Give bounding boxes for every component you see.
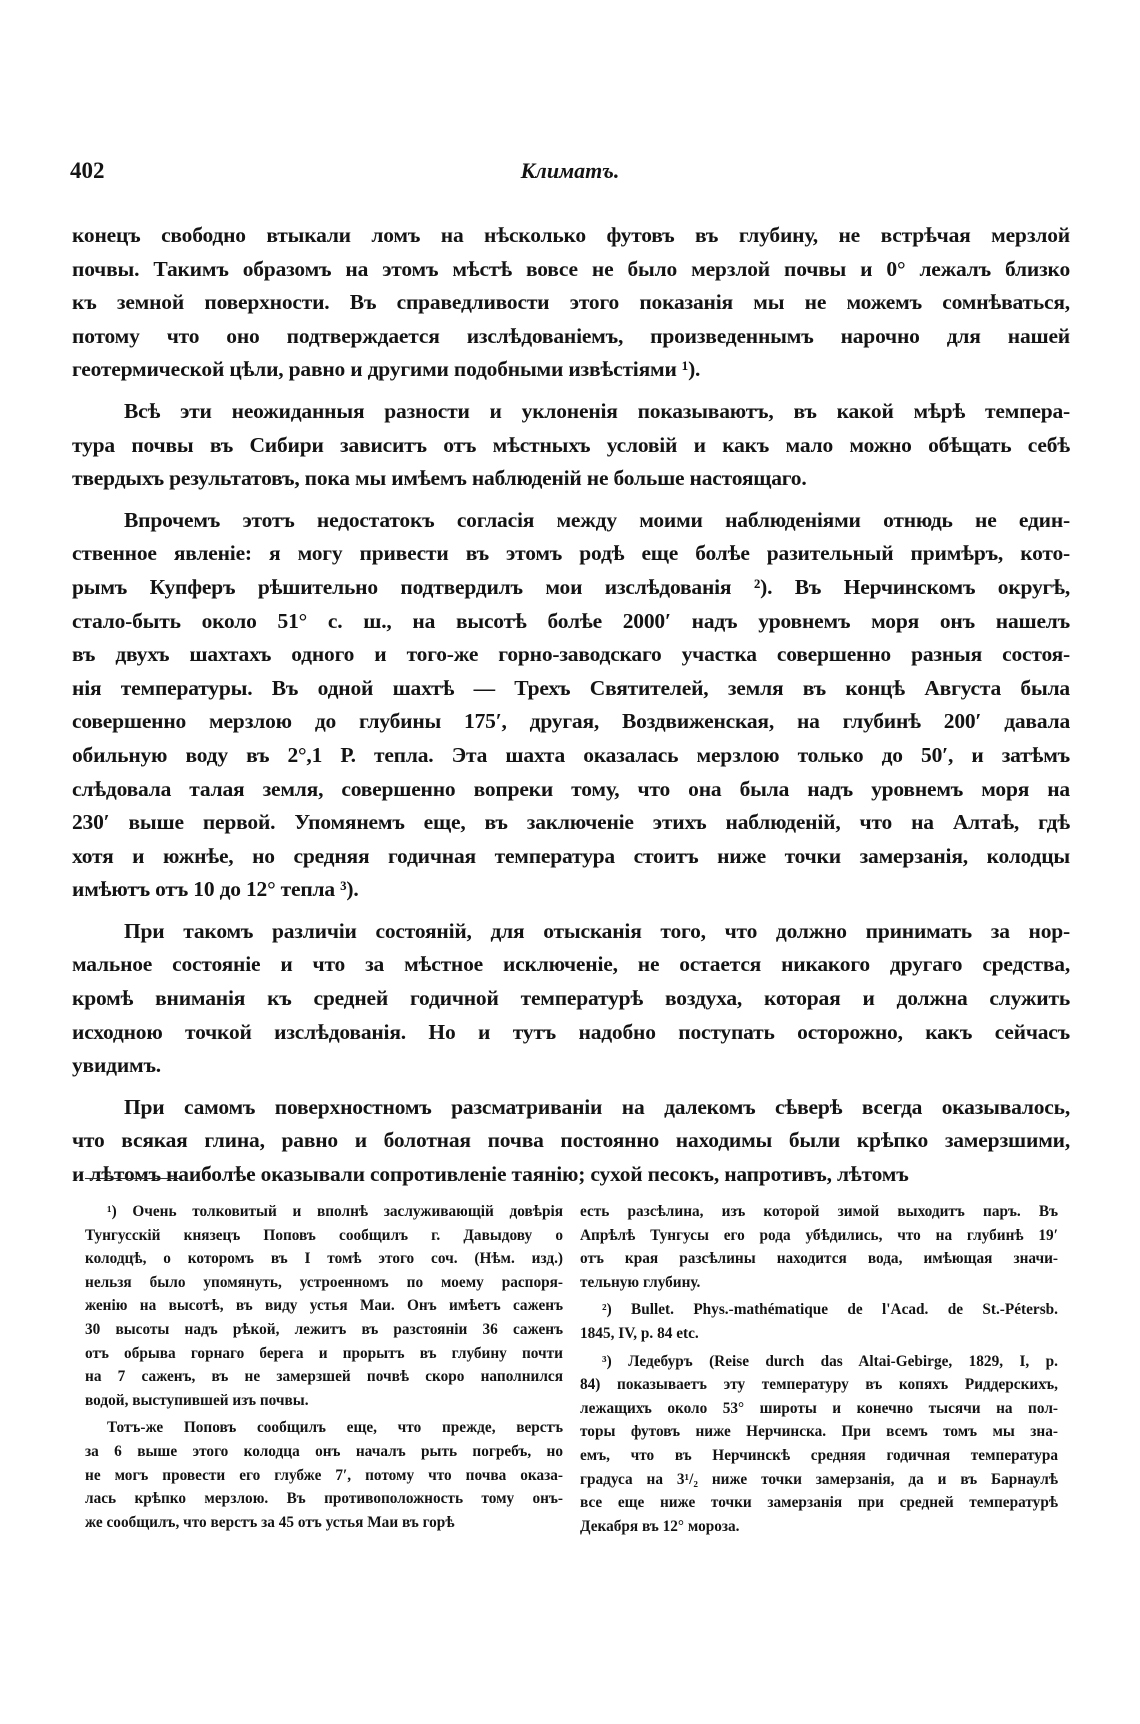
text-line: твердыхъ результатовъ, пока мы имѣемъ наблюденій не больше настоящаго.: [72, 466, 807, 491]
text-line: ственное явленіе: я могу привести въ этомъ родѣ еще болѣе разительный примѣръ, кото-: [72, 541, 1070, 566]
text-line: почвы. Такимъ образомъ на этомъ мѣстѣ вовсе не было мерзлой почвы и 0° лежалъ близко: [72, 256, 1070, 281]
text-line: увидимъ.: [72, 1053, 161, 1078]
text-line: Тунгусскій князецъ Поповъ сообщилъ г. Давыдову о: [85, 1226, 563, 1244]
text-line: же сообщилъ, что верстъ за 45 отъ устья Маи въ горѣ: [85, 1513, 455, 1531]
main-text: [72, 218, 1070, 1192]
footnote-separator: [85, 1178, 180, 1179]
text-line: все еще ниже точки замерзанія при средней температурѣ: [580, 1494, 1058, 1512]
text-line: совершенно мерзлою до глубины 175′, другая, Воздвиженская, на глубинѣ 200′ давала: [72, 709, 1070, 734]
text-line: есть разсѣлина, изъ которой зимой выходитъ паръ. Въ: [580, 1203, 1058, 1220]
text-line: нія температуры. Въ одной шахтѣ — Трехъ Святителей, земля въ концѣ Августа была: [72, 675, 1070, 700]
text-line: имѣютъ отъ 10 до 12° тепла ³).: [72, 877, 359, 902]
text-line: рымъ Купферъ рѣшительно подтвердилъ мои изслѣдованія ²). Въ Нерчинскомъ округѣ,: [72, 574, 1070, 599]
text-line: 1845, IV, p. 84 etc.: [580, 1324, 699, 1342]
text-line: лась крѣпко мерзлою. Въ противоположность тому онъ-: [85, 1490, 563, 1508]
text-line: При такомъ различіи состояній, для отысканія того, что должно принимать за нор-: [124, 918, 1070, 943]
text-line: за 6 выше этого колодца онъ началъ рыть погребъ, но: [85, 1442, 563, 1460]
text-line: Декабря въ 12° мороза.: [580, 1517, 740, 1535]
text-line: слѣдовала талая земля, совершенно вопреки тому, что она была надъ уровнемъ моря на: [72, 776, 1070, 801]
text-line: водой, выступившей изъ почвы.: [85, 1391, 309, 1409]
text-line: торы футовъ ниже Нерчинска. При всемъ томъ мы зна-: [580, 1423, 1058, 1441]
running-title: Климатъ.: [520, 158, 620, 183]
text-line: геотермической цѣли, равно и другими подобными извѣстіями ¹).: [72, 357, 701, 382]
paragraph: [72, 395, 1070, 496]
text-line: тельную глубину.: [580, 1273, 701, 1291]
footnotes-left-column: [85, 1200, 563, 1534]
paragraph: [72, 219, 1070, 387]
paragraph: [72, 915, 1070, 1083]
text-line: нельзя было упомянуть, устроенномъ по моему распоря-: [85, 1273, 563, 1291]
text-line: 84) показываетъ эту температуру въ копяхъ Риддерскихъ,: [580, 1376, 1058, 1394]
text-line: и лѣтомъ наиболѣе оказывали сопротивленіе таянію; сухой песокъ, напротивъ, лѣтомъ: [72, 1162, 909, 1187]
text-line: колодцѣ, о которомъ въ I томѣ этого соч. (Нѣм. изд.): [85, 1250, 563, 1268]
text-line: въ двухъ шахтахъ одного и того-же горно-заводскаго участка совершенно разныя состоя-: [72, 642, 1070, 667]
text-line: на 7 саженъ, въ не замерзшей почвѣ скоро наполнился: [85, 1368, 563, 1386]
paragraph: [580, 1350, 1058, 1539]
text-line: Тотъ-же Поповъ сообщилъ еще, что прежде, верстъ: [107, 1419, 563, 1437]
text-line: не могъ провести его глубже 7′, потому что почва оказа-: [85, 1466, 563, 1484]
paragraph: [580, 1298, 1058, 1345]
text-line: мальное состояніе и что за мѣстное исключеніе, не остается никакого другаго средства,: [72, 952, 1070, 977]
paragraph: [72, 504, 1070, 907]
text-line: обильную воду въ 2°,1 Р. тепла. Эта шахта оказалась мерзлою только до 50′, и затѣмъ: [72, 742, 1070, 767]
text-line: Всѣ эти неожиданныя разности и уклоненія показываютъ, въ какой мѣрѣ темпера-: [124, 398, 1070, 423]
text-line: къ земной поверхности. Въ справедливости этого показанія мы не можемъ сомнѣваться,: [72, 290, 1070, 315]
page-number: 402: [70, 158, 105, 183]
text-line: кромѣ вниманія къ средней годичной температурѣ воздуха, которая и должна служить: [72, 986, 1070, 1011]
text-line: что всякая глина, равно и болотная почва постоянно находимы были крѣпко замерзшими,: [72, 1128, 1070, 1153]
text-line: Апрѣлѣ Тунгусы его рода убѣдились, что на глубинѣ 19′: [580, 1226, 1058, 1244]
text-line: отъ края разсѣлины находится вода, имѣющая значи-: [580, 1250, 1058, 1268]
text-line: потому что оно подтверждается изслѣдованіемъ, произведеннымъ нарочно для нашей: [72, 323, 1070, 348]
text-line: конецъ свободно втыкали ломъ на нѣсколько футовъ въ глубину, не встрѣчая мерзлой: [72, 223, 1070, 247]
text-line: ¹) Очень толковитый и вполнѣ заслуживающій довѣрія: [107, 1203, 563, 1220]
text-line: стало-быть около 51° с. ш., на высотѣ болѣе 2000′ надъ уровнемъ моря онъ нашелъ: [72, 608, 1070, 633]
text-line: градуса на 3¹/₂ ниже точки замерзанія, да и въ Барнаулѣ: [580, 1470, 1058, 1488]
text-line: ³) Ледебуръ (Reise durch das Altai-Gebirge, 1829, I, p.: [602, 1352, 1058, 1370]
text-line: тура почвы въ Сибири зависитъ отъ мѣстныхъ условій и какъ мало можно обѣщать себѣ: [72, 432, 1070, 457]
paragraph: [580, 1200, 1058, 1294]
text-line: 230′ выше первой. Упомянемъ еще, въ заключеніе этихъ наблюденій, что на Алтаѣ, гдѣ: [72, 810, 1070, 835]
paragraph: [85, 1416, 563, 1534]
text-line: Впрочемъ этотъ недостатокъ согласія между моими наблюденіями отнюдь не един-: [124, 507, 1070, 532]
text-line: хотя и южнѣе, но средняя годичная температура стоитъ ниже точки замерзанія, колодцы: [72, 843, 1070, 868]
text-line: 30 высоты надъ рѣкой, лежитъ въ разстояніи 36 саженъ: [85, 1320, 563, 1338]
text-line: исходною точкой изслѣдованія. Но и тутъ надобно поступать осторожно, какъ сейчасъ: [72, 1019, 1070, 1044]
footnotes-right-column: [580, 1200, 1058, 1538]
text-line: отъ обрыва горнаго берега и прорытъ въ глубину почти: [85, 1344, 563, 1362]
paragraph: [85, 1200, 563, 1412]
text-line: емъ, что въ Нерчинскѣ средняя годичная температура: [580, 1446, 1058, 1464]
text-line: лежащихъ около 53° широты и конечно тысячи на пол-: [580, 1399, 1058, 1417]
paragraph: [72, 1091, 1070, 1192]
text-line: При самомъ поверхностномъ разсматриваніи на далекомъ сѣверѣ всегда оказывалось,: [124, 1094, 1070, 1119]
text-line: ²) Bullet. Phys.-mathématique de l'Acad. de St.-Pétersb.: [602, 1301, 1058, 1319]
text-line: женію на высотѣ, въ виду устья Маи. Онъ имѣетъ саженъ: [85, 1297, 563, 1315]
